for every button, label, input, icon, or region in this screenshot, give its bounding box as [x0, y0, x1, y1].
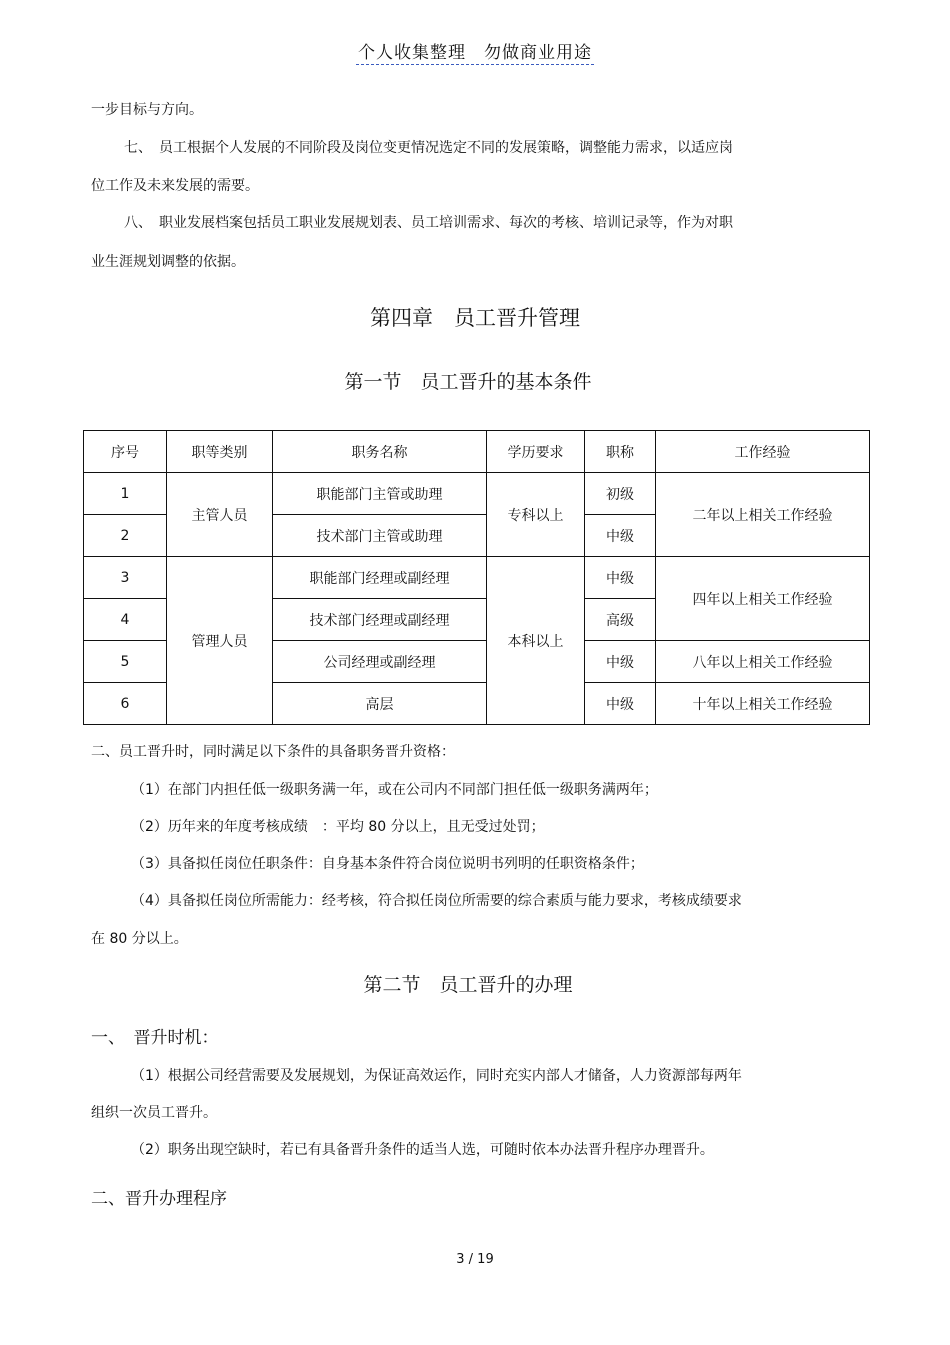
row-number: 4	[84, 599, 167, 641]
education-cell: 专科以上	[487, 473, 585, 557]
header-cell: 职称	[585, 431, 656, 473]
condition-3: （3）具备拟任岗位任职条件：自身基本条件符合岗位说明书列明的任职资格条件；	[131, 856, 644, 872]
education-cell: 本科以上	[487, 557, 585, 725]
intro-line: 一步目标与方向。	[91, 102, 203, 118]
position-title: 高层	[273, 683, 487, 725]
row-number: 2	[84, 515, 167, 557]
promotion-conditions-table	[83, 430, 870, 725]
row-number: 1	[84, 473, 167, 515]
experience-cell: 八年以上相关工作经验	[656, 641, 870, 683]
section-2-title: 第二节 员工晋升的办理	[363, 974, 573, 996]
header-cell: 职务名称	[273, 431, 487, 473]
position-title: 公司经理或副经理	[273, 641, 487, 683]
table-row	[84, 557, 870, 599]
rank-cell: 中级	[585, 641, 656, 683]
rank-cell: 高级	[585, 599, 656, 641]
rank-cell: 中级	[585, 515, 656, 557]
procedure-heading: 二、晋升办理程序	[91, 1189, 227, 1209]
item-7-line-1: 七、 员工根据个人发展的不同阶段及岗位变更情况选定不同的发展策略，调整能力需求，以适应岗	[124, 140, 733, 156]
table-row	[84, 473, 870, 515]
experience-cell: 二年以上相关工作经验	[656, 473, 870, 557]
category-cell: 主管人员	[167, 473, 273, 557]
header-cell: 学历要求	[487, 431, 585, 473]
table-header-row	[84, 431, 870, 473]
row-number: 3	[84, 557, 167, 599]
experience-cell: 十年以上相关工作经验	[656, 683, 870, 725]
header-underline	[356, 64, 594, 65]
page-header: 个人收集整理 勿做商业用途	[358, 43, 592, 63]
timing-2: （2）职务出现空缺时，若已有具备晋升条件的适当人选，可随时依本办法晋升程序办理晋升。	[131, 1142, 714, 1158]
rank-cell: 中级	[585, 557, 656, 599]
header-cell: 工作经验	[656, 431, 870, 473]
item-8-line-1: 八、 职业发展档案包括员工职业发展规划表、员工培训需求、每次的考核、培训记录等，作为对职	[124, 215, 733, 231]
page-number: 3 / 19	[456, 1252, 494, 1267]
position-title: 技术部门主管或助理	[273, 515, 487, 557]
position-title: 职能部门主管或助理	[273, 473, 487, 515]
timing-heading: 一、 晋升时机：	[91, 1028, 219, 1048]
timing-1-line-2: 组织一次员工晋升。	[91, 1105, 217, 1121]
item-8-line-2: 业生涯规划调整的依据。	[91, 254, 245, 270]
rank-cell: 中级	[585, 683, 656, 725]
condition-1: （1）在部门内担任低一级职务满一年，或在公司内不同部门担任低一级职务满两年；	[131, 782, 658, 798]
condition-4-line-1: （4）具备拟任岗位所需能力：经考核，符合拟任岗位所需要的综合素质与能力要求，考核成绩要求	[131, 893, 742, 909]
category-cell: 管理人员	[167, 557, 273, 725]
row-number: 5	[84, 641, 167, 683]
section-1-title: 第一节 员工晋升的基本条件	[344, 371, 592, 393]
item-7-line-2: 位工作及未来发展的需要。	[91, 178, 259, 194]
header-cell: 职等类别	[167, 431, 273, 473]
header-cell: 序号	[84, 431, 167, 473]
condition-2: （2）历年来的年度考核成绩 ：平均 80 分以上，且无受过处罚；	[131, 819, 545, 835]
experience-cell: 四年以上相关工作经验	[656, 557, 870, 641]
position-title: 技术部门经理或副经理	[273, 599, 487, 641]
chapter-title: 第四章 员工晋升管理	[370, 306, 580, 330]
conditions-intro: 二、员工晋升时，同时满足以下条件的具备职务晋升资格：	[91, 744, 455, 760]
row-number: 6	[84, 683, 167, 725]
timing-1-line-1: （1）根据公司经营需要及发展规划，为保证高效运作，同时充实内部人才储备，人力资源部每两年	[131, 1068, 742, 1084]
rank-cell: 初级	[585, 473, 656, 515]
condition-4-line-2: 在 80 分以上。	[91, 931, 188, 947]
position-title: 职能部门经理或副经理	[273, 557, 487, 599]
